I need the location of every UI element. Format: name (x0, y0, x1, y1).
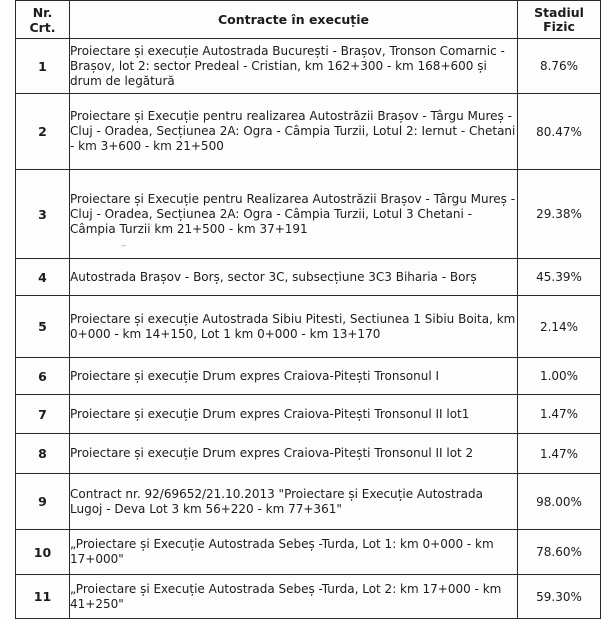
table-row (16, 434, 601, 474)
contract-title: „Proiectare și Execuție Autostrada Sebeș -Turda, Lot 1: km 0+000 - km 17+000" (70, 530, 518, 575)
physical-status: 45.39% (518, 259, 601, 296)
table-row (16, 474, 601, 530)
physical-status: 1.47% (518, 434, 601, 474)
row-number: 11 (16, 575, 70, 619)
row-number: 1 (16, 39, 70, 94)
table-row (16, 259, 601, 296)
row-number: 3 (16, 170, 70, 259)
physical-status: 78.60% (518, 530, 601, 575)
scan-speck-icon: ⁗ (121, 244, 127, 253)
header-status-text: Stadiul Fizic (534, 4, 584, 34)
contract-title: Proiectare și execuție Autostrada Sibiu Pitesti, Sectiunea 1 Sibiu Boita, km 0+000 - km 14+150, Lot 1 km 0+000 - km 13+170 (70, 296, 518, 358)
row-number: 8 (16, 434, 70, 474)
header-status (518, 1, 601, 39)
table-row (16, 296, 601, 358)
table-row (16, 170, 601, 259)
row-number: 5 (16, 296, 70, 358)
contract-title: Proiectare și execuție Drum expres Craiova-Pitești Tronsonul I (70, 358, 518, 395)
contract-title: Proiectare și Execuție pentru Realizarea Autostrăzii Brașov - Târgu Mureș - Cluj - Oradea, Secțiunea 2A: Ogra - Câmpia Turzii, Lotul 3 Chetani - Câmpia Turzii km 21+500 - km 37+191 (70, 170, 518, 259)
physical-status: 1.00% (518, 358, 601, 395)
contract-title: Proiectare și execuție Drum expres Craiova-Pitești Tronsonul II lot 2 (70, 434, 518, 474)
header-contract (70, 1, 518, 39)
contract-title: Contract nr. 92/69652/21.10.2013 "Proiectare și Execuție Autostrada Lugoj - Deva Lot 3 km 56+220 - km 77+361" (70, 474, 518, 530)
header-contract-text: Contracte în execuție (217, 11, 370, 27)
row-number: 7 (16, 395, 70, 434)
contract-title: „Proiectare și Execuție Autostrada Sebeș -Turda, Lot 2: km 17+000 - km 41+250" (70, 575, 518, 619)
table-row (16, 94, 601, 170)
physical-status: 2.14% (518, 296, 601, 358)
table-row (16, 358, 601, 395)
physical-status: 98.00% (518, 474, 601, 530)
contract-title: Proiectare și execuție Autostrada București - Brașov, Tronson Comarnic - Brașov, lot 2: sector Predeal - Cristian, km 162+300 - km 168+600 și drum de legătură (70, 39, 518, 94)
table-row (16, 530, 601, 575)
row-number: 6 (16, 358, 70, 395)
physical-status: 80.47% (518, 94, 601, 170)
row-number: 10 (16, 530, 70, 575)
row-number: 2 (16, 94, 70, 170)
row-number: 4 (16, 259, 70, 296)
table-row (16, 575, 601, 619)
physical-status: 59.30% (518, 575, 601, 619)
header-row (16, 1, 601, 39)
contracts-table (15, 0, 601, 619)
header-nr-text: Nr. Crt. (29, 4, 56, 35)
contract-title: Proiectare și Execuție pentru realizarea Autostrăzii Brașov - Târgu Mureș - Cluj - Oradea, Secțiunea 2A: Ogra - Câmpia Turzii, Lotul 2: Iernut - Chetani - km 3+600 - km 21+500 (70, 94, 518, 170)
table-row (16, 39, 601, 94)
table-row (16, 395, 601, 434)
row-number: 9 (16, 474, 70, 530)
header-nr-crt (16, 1, 70, 39)
physical-status: 29.38% (518, 170, 601, 259)
physical-status: 8.76% (518, 39, 601, 94)
physical-status: 1.47% (518, 395, 601, 434)
contract-title: Proiectare și execuție Drum expres Craiova-Pitești Tronsonul II lot1 (70, 395, 518, 434)
contract-title: Autostrada Brașov - Borș, sector 3C, subsecțiune 3C3 Biharia - Borș (70, 259, 518, 296)
